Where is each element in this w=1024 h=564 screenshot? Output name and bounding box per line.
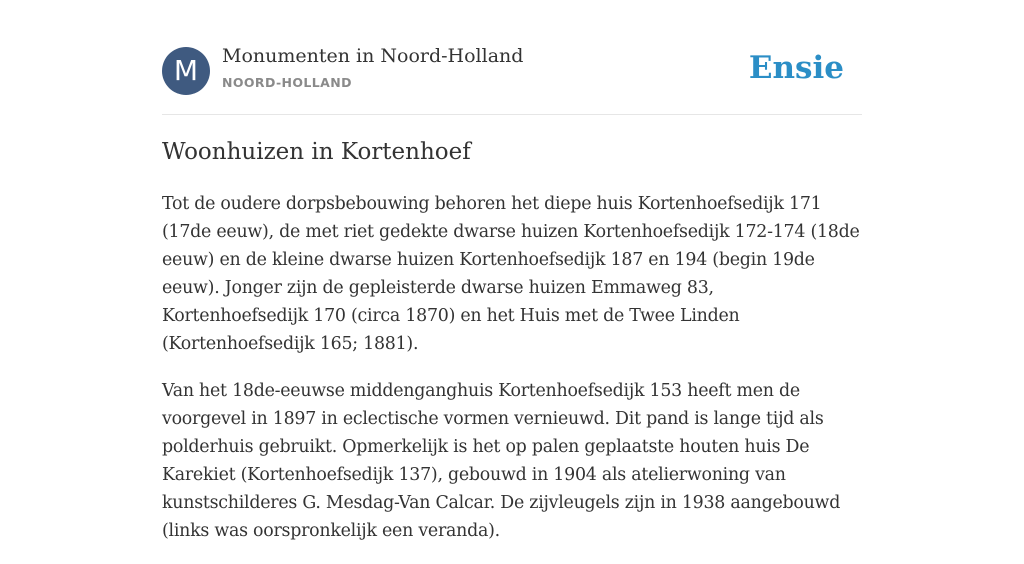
source-title-link[interactable]: Monumenten in Noord-Holland [222, 45, 524, 67]
source-avatar[interactable]: M [162, 47, 210, 95]
source-header [162, 0, 862, 115]
article-paragraph-2: Van het 18de-eeuwse middenganghuis Kortenhoefsedijk 153 heeft men de voorgevel in 1897 in eclectische vormen vernieuwd. Dit pand is lange tijd als polderhuis gebruikt. Opmerkelijk is het op palen geplaatste houten huis De Karekiet (Kortenhoefsedijk 137), gebouwd in 1904 als atelierwoning van kunstschilderes G. Mesdag-Van Calcar. De zijvleugels zijn in 1938 aangebouwd (links was oorspronkelijk een veranda). [162, 381, 841, 541]
article-title: Woonhuizen in Kortenhoef [162, 139, 471, 165]
source-subtitle: NOORD-HOLLAND [222, 75, 352, 90]
article-paragraph-1: Tot de oudere dorpsbebouwing behoren het diepe huis Kortenhoefsedijk 171 (17de eeuw), de met riet gedekte dwarse huizen Kortenhoefsedijk 172-174 (18de eeuw) en de kleine dwarse huizen Kortenhoefsedijk 187 en 194 (begin 19de eeuw). Jonger zijn de gepleisterde dwarse huizen Emmaweg 83, Kortenhoefsedijk 170 (circa 1870) en het Huis met de Twee Linden (Kortenhoefsedijk 165; 1881). [162, 194, 860, 354]
article-body [162, 190, 862, 564]
ensie-logo[interactable]: Ensie [748, 50, 844, 86]
